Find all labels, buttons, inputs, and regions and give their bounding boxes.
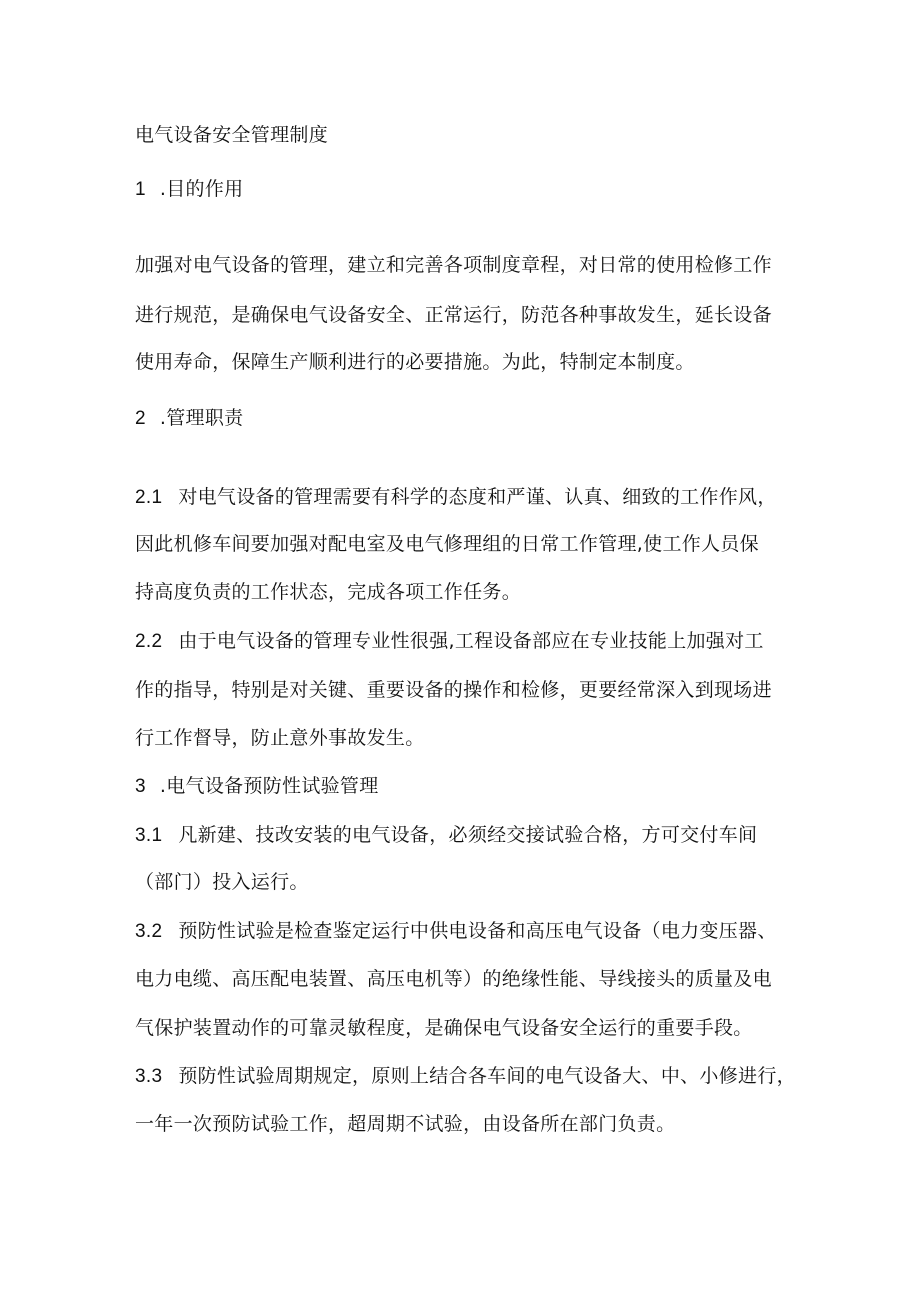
clause-text: 预防性试验周期规定，原则上结合各车间的电气设备大、中、小修进行，: [178, 1065, 796, 1087]
clause-3-2-line-1: [135, 918, 777, 945]
clause-text: 预防性试验是检查鉴定运行中供电设备和高压电气设备（电力变压器、: [178, 920, 777, 942]
section-number: 3: [135, 776, 146, 797]
clause-text: 凡新建、技改安装的电气设备，必须经交接试验合格，方可交付车间: [178, 824, 758, 846]
section-title: .目的作用: [159, 178, 244, 200]
clause-3-1-line-1: [135, 822, 757, 849]
clause-2-2-line-2: 作的指导，特别是对关键、重要设备的操作和检修，更要经常深入到现场进: [135, 679, 772, 701]
clause-number: 2.2: [135, 631, 163, 652]
section-2-heading: [135, 405, 243, 432]
clause-number: 3.3: [135, 1066, 163, 1087]
clause-2-1-line-1: [135, 484, 777, 511]
section-3-heading: [135, 773, 379, 800]
clause-number: 3.2: [135, 921, 163, 942]
clause-text: 对电气设备的管理需要有科学的态度和严谨、认真、细致的工作作风，: [178, 486, 777, 508]
section-1-heading: [135, 176, 243, 203]
clause-3-3-line-2: 一年一次预防试验工作，超周期不试验，由设备所在部门负责。: [135, 1113, 676, 1135]
section-title: .管理职责: [159, 407, 244, 429]
section-title: .电气设备预防性试验管理: [159, 775, 379, 797]
document-title: 电气设备安全管理制度: [135, 124, 329, 146]
clause-2-1-line-3: 持高度负责的工作状态，完成各项工作任务。: [135, 581, 522, 603]
clause-2-2-line-1: [135, 628, 764, 655]
clause-3-2-line-2: 电力电缆、高压配电装置、高压电机等）的绝缘性能、导线接头的质量及电: [135, 968, 772, 990]
section-1-body-line-2: 进行规范，是确保电气设备安全、正常运行，防范各种事故发生，延长设备: [135, 304, 772, 326]
section-number: 2: [135, 408, 146, 429]
section-number: 1: [135, 179, 146, 200]
clause-3-2-line-3: 气保护装置动作的可靠灵敏程度，是确保电气设备安全运行的重要手段。: [135, 1017, 753, 1039]
clause-3-1-line-2: （部门）投入运行。: [135, 871, 309, 893]
clause-2-2-line-3: 行工作督导，防止意外事故发生。: [135, 727, 425, 749]
clause-number: 3.1: [135, 825, 163, 846]
clause-2-1-line-2: 因此机修车间要加强对配电室及电气修理组的日常工作管理,使工作人员保: [135, 533, 759, 555]
section-1-body-line-3: 使用寿命，保障生产顺利进行的必要措施。为此，特制定本制度。: [135, 351, 695, 373]
clause-number: 2.1: [135, 487, 163, 508]
section-1-body-line-1: 加强对电气设备的管理，建立和完善各项制度章程，对日常的使用检修工作: [135, 254, 772, 276]
clause-text: 由于电气设备的管理专业性很强,工程设备部应在专业技能上加强对工: [178, 630, 764, 652]
clause-3-3-line-1: [135, 1063, 796, 1090]
